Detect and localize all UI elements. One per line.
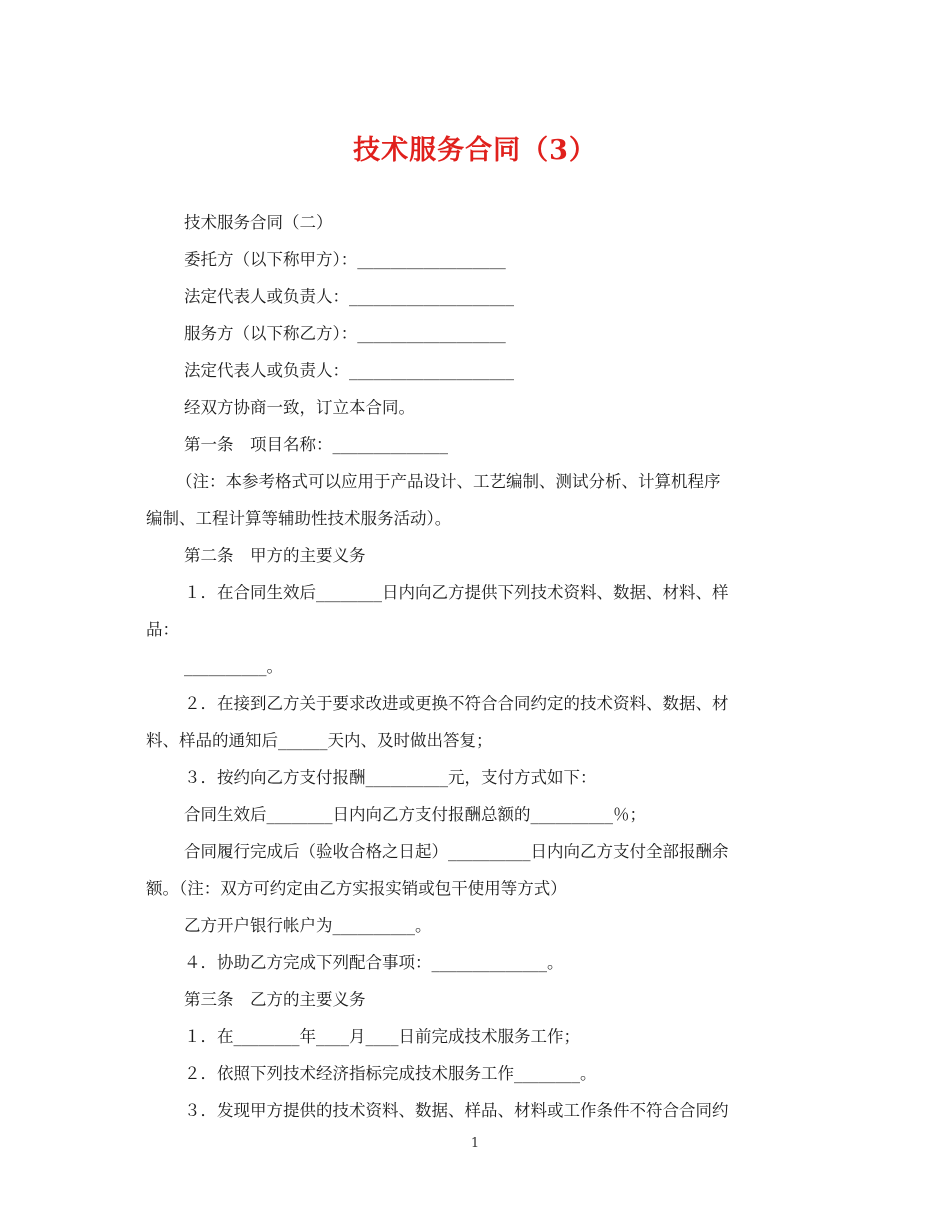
- paragraph-payment-on-completion-line-1: 合同履行完成后（验收合格之日起）__________日内向乙方支付全部报酬余: [184, 842, 729, 861]
- paragraph-article-2-item-1-line-2: 品：: [146, 620, 179, 639]
- paragraph-payment-on-effect: 合同生效后________日内向乙方支付报酬总额的__________％；: [184, 805, 646, 824]
- page-number: 1: [470, 1136, 480, 1151]
- paragraph-contract-subtitle: 技术服务合同（二）: [184, 213, 333, 232]
- paragraph-article-2-item-1-line-1: １．在合同生效后________日内向乙方提供下列技术资料、数据、材料、样: [184, 583, 729, 602]
- paragraph-payment-on-completion-line-2: 额。（注：双方可约定由乙方实报实销或包干使用等方式）: [146, 879, 567, 898]
- paragraph-note-line-2: 编制、工程计算等辅助性技术服务活动）。: [146, 509, 452, 528]
- paragraph-article-2-item-2-line-2: 料、样品的通知后______天内、及时做出答复；: [146, 731, 493, 750]
- paragraph-party-b-representative: 法定代表人或负责人：____________________: [184, 361, 514, 380]
- document-title: 技术服务合同（3）: [353, 135, 597, 166]
- paragraph-article-2-item-4: ４．协助乙方完成下列配合事项：______________。: [184, 953, 564, 972]
- paragraph-party-a-representative: 法定代表人或负责人：____________________: [184, 287, 514, 306]
- paragraph-party-b: 服务方（以下称乙方）：__________________: [184, 324, 506, 343]
- paragraph-article-3-heading: 第三条 乙方的主要义务: [184, 990, 366, 1009]
- paragraph-article-2-item-3: ３．按约向乙方支付报酬__________元，支付方式如下：: [184, 768, 597, 787]
- paragraph-article-3-item-3: ３．发现甲方提供的技术资料、数据、样品、材料或工作条件不符合合同约: [184, 1101, 729, 1120]
- paragraph-article-2-item-1-blank: __________。: [184, 657, 283, 676]
- paragraph-note-line-1: （注：本参考格式可以应用于产品设计、工艺编制、测试分析、计算机程序: [176, 472, 721, 491]
- paragraph-article-2-item-2-line-1: ２．在接到乙方关于要求改进或更换不符合合同约定的技术资料、数据、材: [184, 694, 729, 713]
- paragraph-article-2-heading: 第二条 甲方的主要义务: [184, 546, 366, 565]
- paragraph-party-a: 委托方（以下称甲方）：__________________: [184, 250, 506, 269]
- paragraph-agreement: 经双方协商一致，订立本合同。: [184, 398, 415, 417]
- paragraph-article-3-item-2: ２．依照下列技术经济指标完成技术服务工作________。: [184, 1064, 597, 1083]
- paragraph-article-1: 第一条 项目名称：______________: [184, 435, 448, 454]
- paragraph-article-3-item-1: １．在________年____月____日前完成技术服务工作；: [184, 1027, 580, 1046]
- document-body: [146, 204, 806, 1129]
- paragraph-bank-account: 乙方开户银行帐户为__________。: [184, 916, 432, 935]
